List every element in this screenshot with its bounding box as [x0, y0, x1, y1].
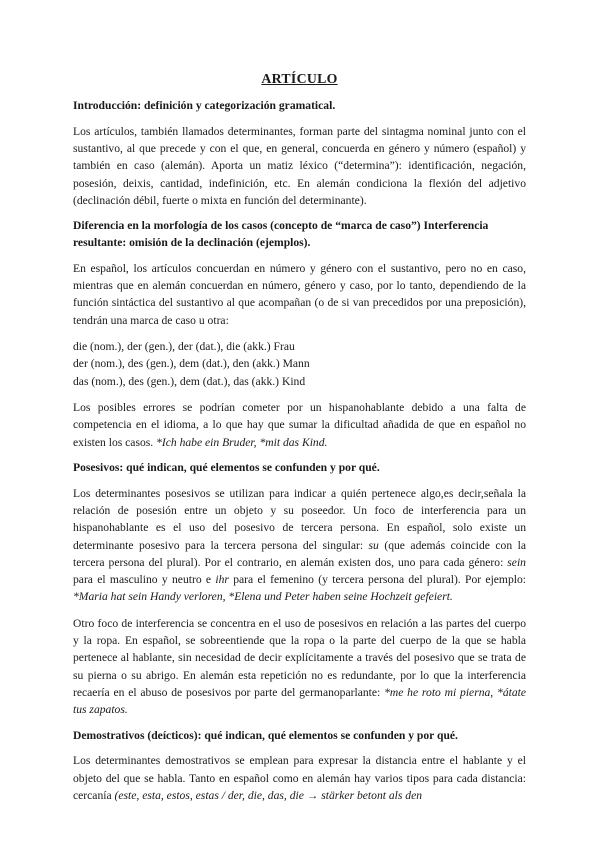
paragraph-introduccion: Los artículos, también llamados determinantes, forman parte del sintagma nominal junto con el sustantivo, al que precede y con el que, en general, concuerda en género y número (español) y también en caso (alemán). Aporta un matiz léxico (“determina”): identificación, negación, posesión, deixis, cantidad, indefinición, etc. En alemán condiciona la flexión del adjetivo (declinación débil, fuerte o mixta en función del determinante).: [73, 124, 526, 207]
declension-line-mann: der (nom.), des (gen.), dem (dat.), den (akk.) Mann: [73, 357, 310, 371]
declension-line-kind: das (nom.), des (gen.), dem (dat.), das (akk.) Kind: [73, 374, 306, 388]
paragraph-casos-1: En español, los artículos concuerdan en número y género con el sustantivo, pero no en caso, mientras que en alemán concuerdan en número, género y caso, por lo tanto, dependiendo de la función sintáctica del sustantivo al que acompañan (o de si van precedidos por una preposición), tendrán una marca de caso u otra:: [73, 261, 526, 327]
example-word-ihr: ihr: [215, 573, 229, 587]
posesivos-text-d: para el femenino (y tercera persona del plural). Por ejemplo:: [233, 573, 526, 587]
document-body: [73, 70, 526, 804]
paragraph-posesivos-1: [73, 485, 526, 606]
example-word-su: su: [368, 538, 379, 552]
declension-list: [73, 338, 526, 390]
posesivos-text-a: Los determinantes posesivos se utilizan para indicar a quién pertenece algo,es decir,señala la relación de posesión entre un objeto y su poseedor. Un foco de interferencia para un hispanohablante es el uso del posesivo de tercera persona. En español, solo existe un determinante posesivo para la tercera persona del singular:: [73, 486, 526, 552]
paragraph-casos-2: [73, 399, 526, 451]
section-heading-posesivos: Posesivos: qué indican, qué elementos se confunden y por qué.: [73, 460, 380, 474]
posesivos-2-text: Otro foco de interferencia se concentra en el uso de posesivos en relación a las partes del cuerpo y la ropa. En español, se sobreentiende que la ropa o la parte del cuerpo de la que se habla pertenece al hablante, sin necesidad de decir explícitamente a través del posesivo que se trata de su pierna o su abrigo. En alemán esta repetición no es redundante, por lo que la interferencia recaería en el abuso de posesivos por parte del germanoparlante:: [73, 616, 526, 699]
paragraph-demostrativos-1: [73, 752, 526, 804]
error-examples-casos: *Ich habe ein Bruder, *mit das Kind.: [156, 435, 328, 449]
paragraph-casos-2-text: Los posibles errores se podrían cometer por un hispanohablante debido a una falta de competencia en el idioma, a lo que hay que sumar la dificultad añadida de que en español no existen los casos.: [73, 400, 526, 449]
section-heading-demostrativos: Demostrativos (deícticos): qué indican, qué elementos se confunden y por qué.: [73, 728, 458, 742]
section-heading-morfologia-casos: Diferencia en la morfología de los casos (concepto de “marca de caso”) Interferencia resultante: omisión de la declinación (ejemplos).: [73, 219, 489, 250]
example-word-sein: sein: [507, 555, 526, 569]
demostrativos-examples: (este, esta, estos, estas / der, die, das, die → stärker betont als den: [114, 788, 423, 802]
posesivos-text-b: (que además coincide con la tercera persona del plural). Por el contrario, en alemán existen dos, uno para cada género:: [73, 538, 526, 569]
section-heading-introduccion: Introducción: definición y categorización gramatical.: [73, 99, 336, 112]
document-title: ARTÍCULO: [261, 71, 338, 86]
paragraph-posesivos-2: [73, 615, 526, 719]
demostrativos-text: Los determinantes demostrativos se emplean para expresar la distancia entre el hablante y el objeto del que se habla. Tanto en español como en alemán hay varios tipos para cada distancia: cercanía: [73, 754, 526, 802]
error-examples-ropa-cuerpo: *me he roto mi pierna, *átate tus zapatos.: [73, 685, 526, 717]
error-examples-posesivos: *Maria hat sein Handy verloren, *Elena und Peter haben seine Hochzeit gefeiert.: [73, 590, 453, 604]
posesivos-text-c: para el masculino y neutro e: [73, 573, 212, 587]
declension-line-frau: die (nom.), der (gen.), der (dat.), die (akk.) Frau: [73, 340, 295, 354]
